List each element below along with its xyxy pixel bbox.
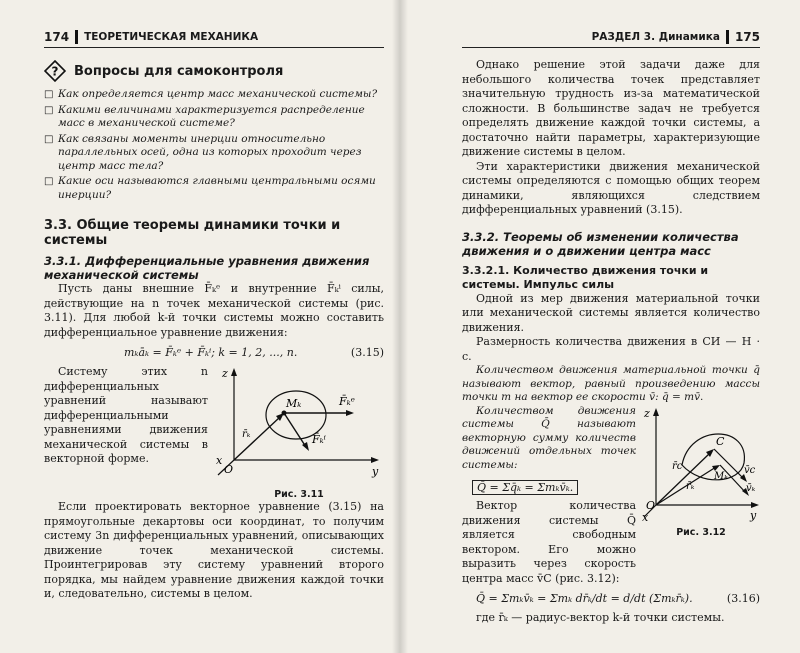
vc-label: v̄c [744, 464, 756, 476]
right-page [402, 0, 800, 653]
formula-3-15 [44, 346, 384, 359]
left-page-header [44, 30, 384, 48]
rc-label: r̄c [672, 460, 683, 472]
origin-label: O [224, 463, 234, 476]
questions-list [44, 88, 384, 202]
subsection-title: 3.3.1. Дифференциальные уравнения движения механической системы [44, 254, 370, 282]
text-with-figure [462, 405, 760, 587]
figure-caption: Рис. 3.11 [274, 489, 324, 500]
paragraph: Эти характеристики движения механической системы определяются с помощью общих теорем динамики, являющихся следствием дифференциальных уравнений (3.15). [462, 159, 760, 216]
left-running-title: ТЕОРЕТИЧЕСКАЯ МЕХАНИКА [84, 31, 259, 43]
formula-text: Q̄ = Σmₖv̄ₖ = Σmₖ dr̄ₖ/dt = d/dt (Σmₖr̄ₖ). [476, 592, 693, 605]
right-page-header [462, 30, 760, 48]
figure-3-12 [642, 405, 760, 587]
figure-side-text [462, 405, 636, 587]
formula-tag: (3.15) [350, 346, 384, 359]
paragraph: Если проектировать векторное уравнение (3.15) на прямоугольные декартовы оси координат, то получим систему 3n дифференциальных уравнений, описывающих движение точек механической системы. Проинтегрировав эту систему уравнений второго порядка, мы найдем уравнение движения каждой точки и, следовательно, системы в целом. [44, 500, 384, 600]
paragraph: где r̄ₖ — радиус-вектор k-й точки системы. [476, 611, 725, 624]
formula-text: mₖāₖ = F̄ₖᵉ + F̄ₖⁱ; k = 1, 2, ..., n. [124, 346, 298, 359]
formula-tag: (3.16) [726, 592, 760, 605]
header-bar [75, 30, 78, 44]
svg-text:?: ? [51, 64, 59, 79]
header-bar [726, 30, 729, 44]
right-page-number: 175 [734, 30, 760, 44]
paragraph: Однако решение этой задачи даже для небольшого количества точек представляет значительную трудность из-за математической сложности. В большинстве задач не требуется определять движение каждой точки системы, а достаточно найти параметры, характеризующие движение системы в целом. [462, 58, 760, 158]
right-running-title: РАЗДЕЛ 3. Динамика [591, 31, 720, 43]
question-item: □ Какие оси называются главными центральными осями инерции? [44, 175, 384, 202]
vk-label: v̄ₖ [746, 482, 756, 494]
definition-paragraph: Количеством движения материальной точки q̄ называют вектор, равный произведению массы точки m на вектор ее скорости v̄: q̄ = mv̄. [462, 364, 760, 403]
question-diamond-icon [44, 60, 66, 82]
axis-label-z: z [644, 406, 650, 420]
axis-label-y: y [750, 508, 757, 522]
rk-label: r̄ₖ [686, 480, 695, 492]
point-label: Mₖ [714, 470, 728, 482]
boxed-formula: Q̄ = Σq̄ₖ = Σmₖv̄ₖ. [472, 480, 578, 495]
subsection-title: 3.3.2. Теоремы об изменении количества движения и о движении центра масс [462, 229, 739, 258]
question-item: □ Как связаны моменты инерции относительно параллельных осей, одна из которых проходит через центр масс тела? [44, 133, 384, 174]
figure-3-11 [214, 365, 384, 500]
questions-heading [44, 60, 384, 82]
definition-paragraph: Количеством движения системы Q̄ называют векторную сумму количеств движений отдельных точек системы: [462, 404, 636, 471]
axis-label-y: y [372, 465, 379, 478]
paragraph: Вектор количества движения системы Q̄ является свободным вектором. Его можно выразить через скорость центра масс v̄C (рис. 3.12): [462, 499, 636, 585]
figure-caption: Рис. 3.12 [676, 526, 726, 538]
paragraph: Систему этих n дифференциальных уравнений называют дифференциальными уравнениями движения механической системы в векторной форме. [44, 365, 208, 465]
paragraph: Одной из мер движения материальной точки или механической системы является количество движения. [462, 291, 760, 334]
formula-3-16 [462, 592, 760, 605]
subsubsection-title: 3.3.2.1. Количество движения точки и системы. Импульс силы [462, 263, 709, 291]
external-force-label: F̄ₖᵉ [339, 395, 355, 408]
paragraph: Размерность количества движения в СИ — H · c. [462, 335, 760, 363]
point-label: Mₖ [286, 397, 302, 410]
internal-force-label: F̄ₖⁱ [312, 433, 326, 446]
questions-title: Вопросы для самоконтроля [74, 63, 284, 79]
text-with-figure [44, 365, 384, 500]
axis-label-z: z [222, 367, 228, 380]
paragraph: Пусть даны внешние F̄ₖᵉ и внутренние F̄ₖⁱ силы, действующие на n точек механической системы (рис. 3.11). Для любой k-й точки системы можно составить дифференциальное уравнение движения: [44, 282, 384, 339]
origin-label: O [646, 498, 656, 512]
figure-side-text [44, 365, 208, 500]
figure-3-12-diagram [642, 405, 760, 523]
left-page [0, 0, 398, 653]
left-page-number: 174 [44, 30, 70, 44]
figure-3-11-diagram [214, 365, 384, 485]
axis-label-x: x [216, 454, 223, 467]
question-item: □ Как определяется центр масс механической системы? [44, 88, 384, 102]
radius-label: r̄ₖ [242, 429, 251, 440]
section-title: 3.3. Общие теоремы динамики точки и системы [44, 218, 341, 248]
axis-label-x: x [642, 510, 649, 523]
question-item: □ Какими величинами характеризуется распределение масс в механической системе? [44, 104, 384, 131]
center-label: C [716, 434, 725, 448]
